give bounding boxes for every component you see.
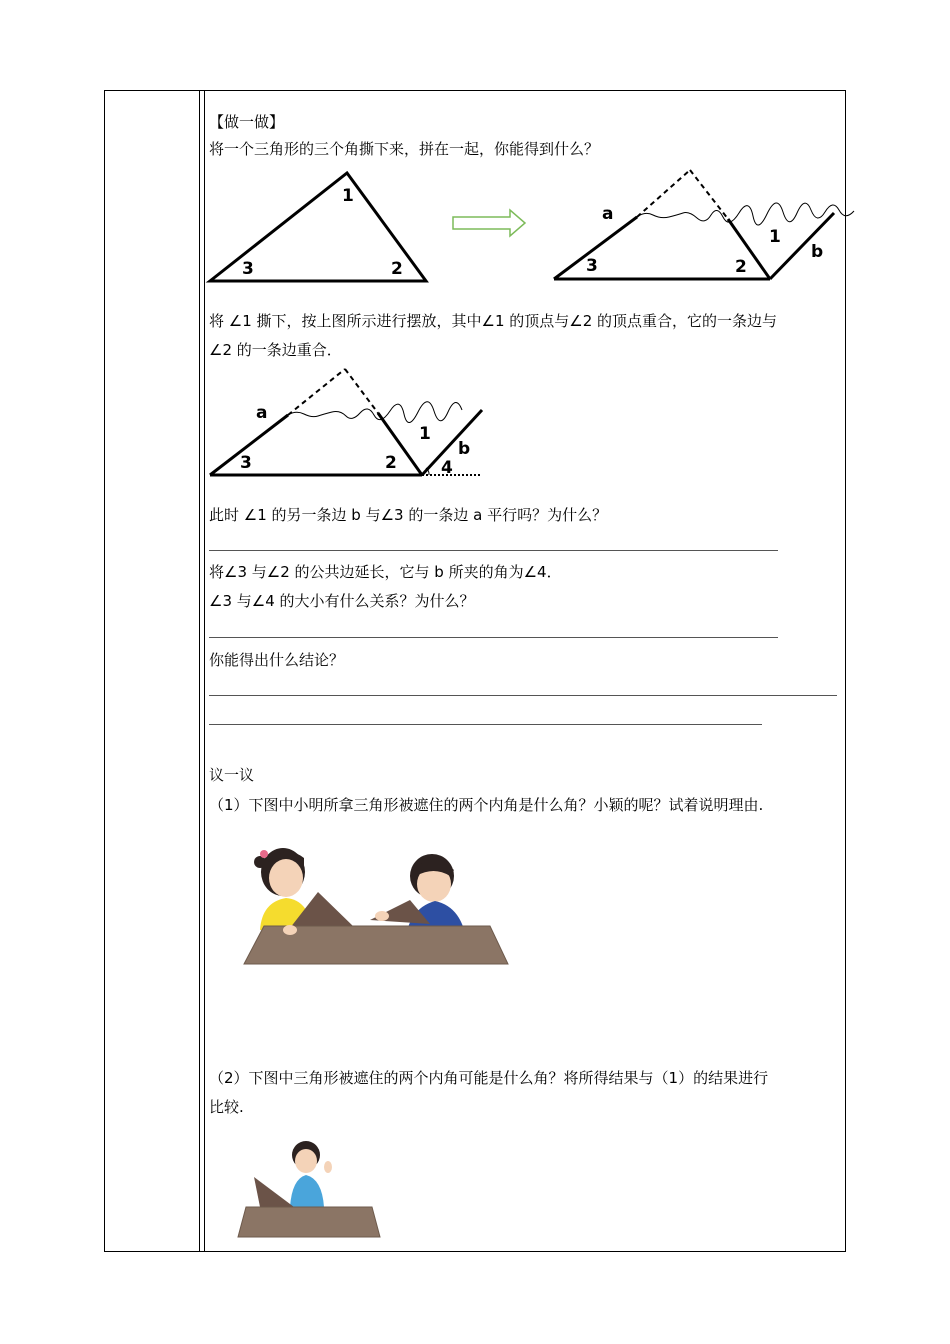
label-angle4: 4 bbox=[441, 458, 453, 478]
question-intro: 将一个三角形的三个角撕下来，拼在一起，你能得到什么？ bbox=[209, 140, 600, 158]
label-angle1: 1 bbox=[419, 424, 431, 444]
discuss-question-1: （1）下图中小明所拿三角形被遮住的两个内角是什么角？小颖的呢？试着说明理由. bbox=[209, 796, 764, 814]
figure-1 bbox=[200, 165, 840, 285]
instruction-line-1: 将 ∠1 撕下，按上图所示进行摆放，其中∠1 的顶点与∠2 的顶点重合，它的一条边与 bbox=[209, 312, 778, 330]
label-a: a bbox=[256, 403, 268, 423]
instruction-line-2: ∠2 的一条边重合． bbox=[209, 341, 342, 359]
torn-dashed-left bbox=[288, 369, 345, 415]
answer-blank-4[interactable] bbox=[209, 724, 762, 725]
discuss-question-2-line-2: 比较. bbox=[209, 1098, 244, 1116]
label-angle2: 2 bbox=[735, 257, 747, 277]
boy-hand bbox=[375, 911, 389, 921]
torn-dashed-right bbox=[345, 369, 378, 413]
illustration-two-students bbox=[220, 840, 520, 970]
torn-dashed-left bbox=[637, 170, 690, 217]
answer-blank-2[interactable] bbox=[209, 637, 778, 638]
answer-blank-3[interactable] bbox=[209, 695, 837, 696]
hidden-triangle bbox=[254, 1177, 294, 1207]
label-b: b bbox=[811, 242, 824, 262]
illustration-one-student bbox=[230, 1135, 390, 1245]
question-conclusion: 你能得出什么结论？ bbox=[209, 651, 345, 669]
angle-1-label: 1 bbox=[342, 186, 354, 206]
angle-3-label: 3 bbox=[242, 259, 254, 279]
angle-2-label: 2 bbox=[391, 259, 403, 279]
boy-shirt bbox=[290, 1175, 324, 1207]
extend-text: 将∠3 与∠2 的公共边延长，它与 b 所夹的角为∠4． bbox=[209, 563, 562, 581]
arrow-right-icon bbox=[453, 210, 525, 236]
torn-edge bbox=[288, 402, 462, 423]
answer-blank-1[interactable] bbox=[209, 550, 778, 551]
label-angle1: 1 bbox=[769, 227, 781, 247]
section-title: 【做一做】 bbox=[209, 113, 285, 131]
girl-face bbox=[269, 859, 303, 897]
label-b: b bbox=[458, 439, 471, 459]
figure-2 bbox=[200, 363, 490, 483]
label-angle3: 3 bbox=[586, 256, 598, 276]
table bbox=[238, 1207, 380, 1237]
question-parallel: 此时 ∠1 的另一条边 b 与∠3 的一条边 a 平行吗？为什么？ bbox=[209, 506, 608, 524]
discuss-title: 议一议 bbox=[209, 766, 255, 784]
girl-hair-tie bbox=[260, 850, 268, 858]
girl-hand bbox=[283, 925, 297, 935]
label-angle3: 3 bbox=[240, 453, 252, 473]
boy-raised-hand bbox=[324, 1161, 332, 1173]
discuss-question-2-line-1: （2）下图中三角形被遮住的两个内角可能是什么角？将所得结果与（1）的结果进行 bbox=[209, 1069, 769, 1087]
torn-dashed-right bbox=[690, 170, 728, 219]
question-relation: ∠3 与∠4 的大小有什么关系？为什么？ bbox=[209, 592, 475, 610]
label-angle2: 2 bbox=[385, 453, 397, 473]
torn-edge bbox=[637, 203, 854, 225]
boy-face bbox=[295, 1149, 317, 1173]
label-a: a bbox=[602, 204, 614, 224]
